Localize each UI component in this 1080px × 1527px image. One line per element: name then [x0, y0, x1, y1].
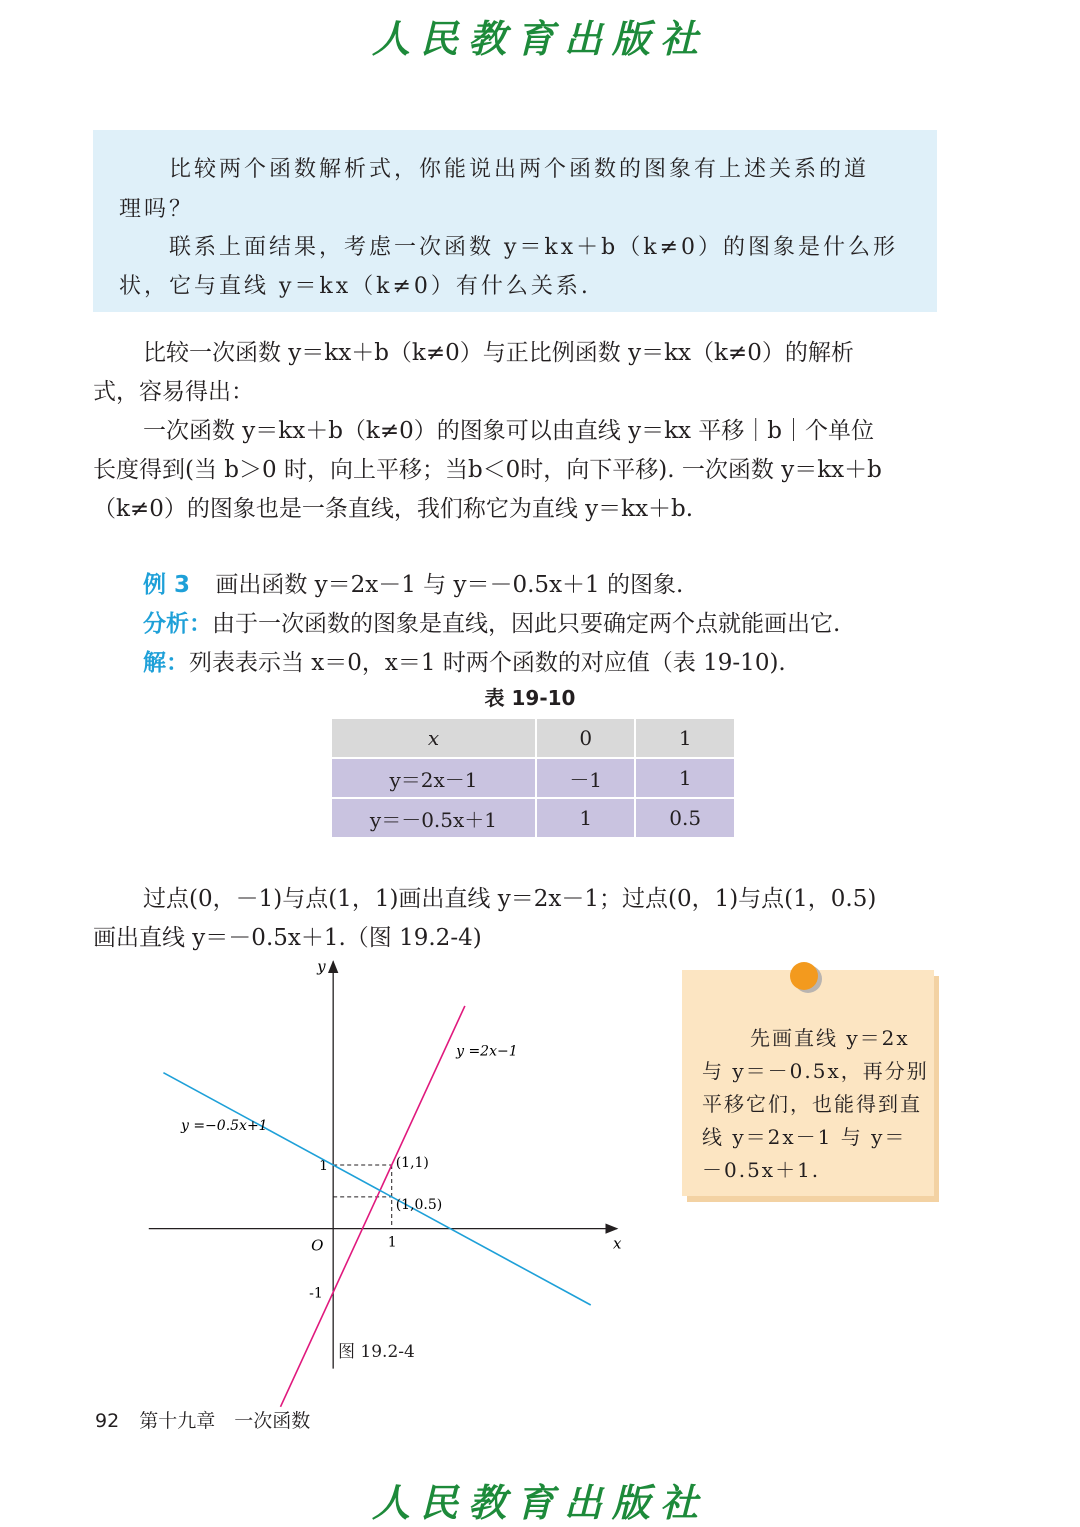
x-tick-label: 1 [387, 1234, 397, 1251]
table-cell: 0.5 [635, 798, 735, 838]
note-line-5: －0.5x＋1. [702, 1158, 821, 1182]
function-graph [140, 955, 620, 1375]
series-label: y =−0.5x+1 [180, 1118, 268, 1134]
figure-caption: 图 19.2-4 [338, 1342, 415, 1362]
example-line [143, 566, 683, 599]
thinking-line-1: 比较两个函数解析式，你能说出两个函数的图象有上述关系的道 [169, 157, 870, 182]
value-table [330, 717, 736, 839]
body-p2-line2: 长度得到(当 b＞0 时，向上平移；当b＜0时，向下平移). 一次函数 y＝kx＋b [93, 457, 882, 483]
thinking-line-3: 联系上面结果，考虑一次函数 y＝kx＋b（k≠0）的图象是什么形 [169, 235, 899, 260]
solution-label: 解： [143, 650, 189, 676]
note-line-4: 线 y＝2x－1 与 y＝ [702, 1125, 907, 1149]
point-label: (1,0.5) [395, 1196, 443, 1213]
side-note [682, 970, 934, 1196]
series-label: y =2x−1 [456, 1043, 518, 1060]
body-p1-line2: 式，容易得出： [93, 379, 254, 405]
analysis-line [143, 605, 840, 638]
analysis-text: 由于一次函数的图象是直线，因此只要确定两个点就能画出它. [212, 611, 841, 637]
pin-icon [790, 962, 818, 990]
page-number: 92 [95, 1410, 120, 1432]
solution-line [143, 644, 786, 677]
table-row [331, 758, 735, 798]
note-line-2: 与 y＝－0.5x，再分别 [702, 1059, 929, 1083]
table-header-cell: 1 [635, 718, 735, 758]
y-axis-label: y [317, 957, 326, 976]
page-footer [95, 1406, 310, 1433]
y-tick-label: 1 [319, 1158, 329, 1174]
example-text: 画出函数 y＝2x－1 与 y＝－0.5x＋1 的图象. [215, 572, 684, 598]
table-header-row [331, 718, 735, 758]
table-row [331, 798, 735, 838]
analysis-label: 分析： [143, 611, 212, 637]
body-p1-line1: 比较一次函数 y＝kx＋b（k≠0）与正比例函数 y＝kx（k≠0）的解析 [143, 340, 854, 366]
origin-label: O [311, 1236, 324, 1255]
table-header-cell: 0 [536, 718, 635, 758]
body-p2-line1: 一次函数 y＝kx＋b（k≠0）的图象可以由直线 y＝kx 平移｜b｜个单位 [143, 418, 875, 444]
thinking-box [93, 130, 937, 312]
note-line-3: 平移它们，也能得到直 [702, 1092, 922, 1116]
publisher-logo-top: 人民教育出版社 [371, 16, 708, 61]
table-cell: y＝－0.5x＋1 [331, 798, 536, 838]
table-caption: 表 19-10 [484, 686, 576, 710]
body-p2-line3: （k≠0）的图象也是一条直线，我们称它为直线 y＝kx＋b. [93, 496, 694, 522]
y-tick-label: -1 [309, 1285, 323, 1302]
table-header-cell: x [331, 718, 536, 758]
thinking-line-2: 理吗？ [119, 197, 195, 222]
example-label: 例 3 [143, 572, 191, 598]
publisher-logo-bottom: 人民教育出版社 [371, 1480, 708, 1525]
x-axis-label: x [612, 1234, 622, 1253]
point-label: (1,1) [395, 1155, 429, 1171]
after-line-1: 过点(0，－1)与点(1，1)画出直线 y＝2x－1；过点(0，1)与点(1，0.5) [143, 886, 877, 912]
after-line-2: 画出直线 y＝－0.5x＋1.（图 19.2-4) [93, 925, 482, 951]
table-cell: 1 [635, 758, 735, 798]
solution-text: 列表表示当 x＝0，x＝1 时两个函数的对应值（表 19-10). [189, 650, 786, 676]
table-cell: 1 [536, 798, 635, 838]
note-line-1: 先画直线 y＝2x [750, 1026, 910, 1050]
table-cell: y＝2x－1 [331, 758, 536, 798]
series-line [163, 1073, 590, 1305]
table-cell: －1 [536, 758, 635, 798]
thinking-line-4: 状，它与直线 y＝kx（k≠0）有什么关系. [119, 274, 591, 299]
chapter-title: 第十九章 一次函数 [139, 1410, 311, 1432]
